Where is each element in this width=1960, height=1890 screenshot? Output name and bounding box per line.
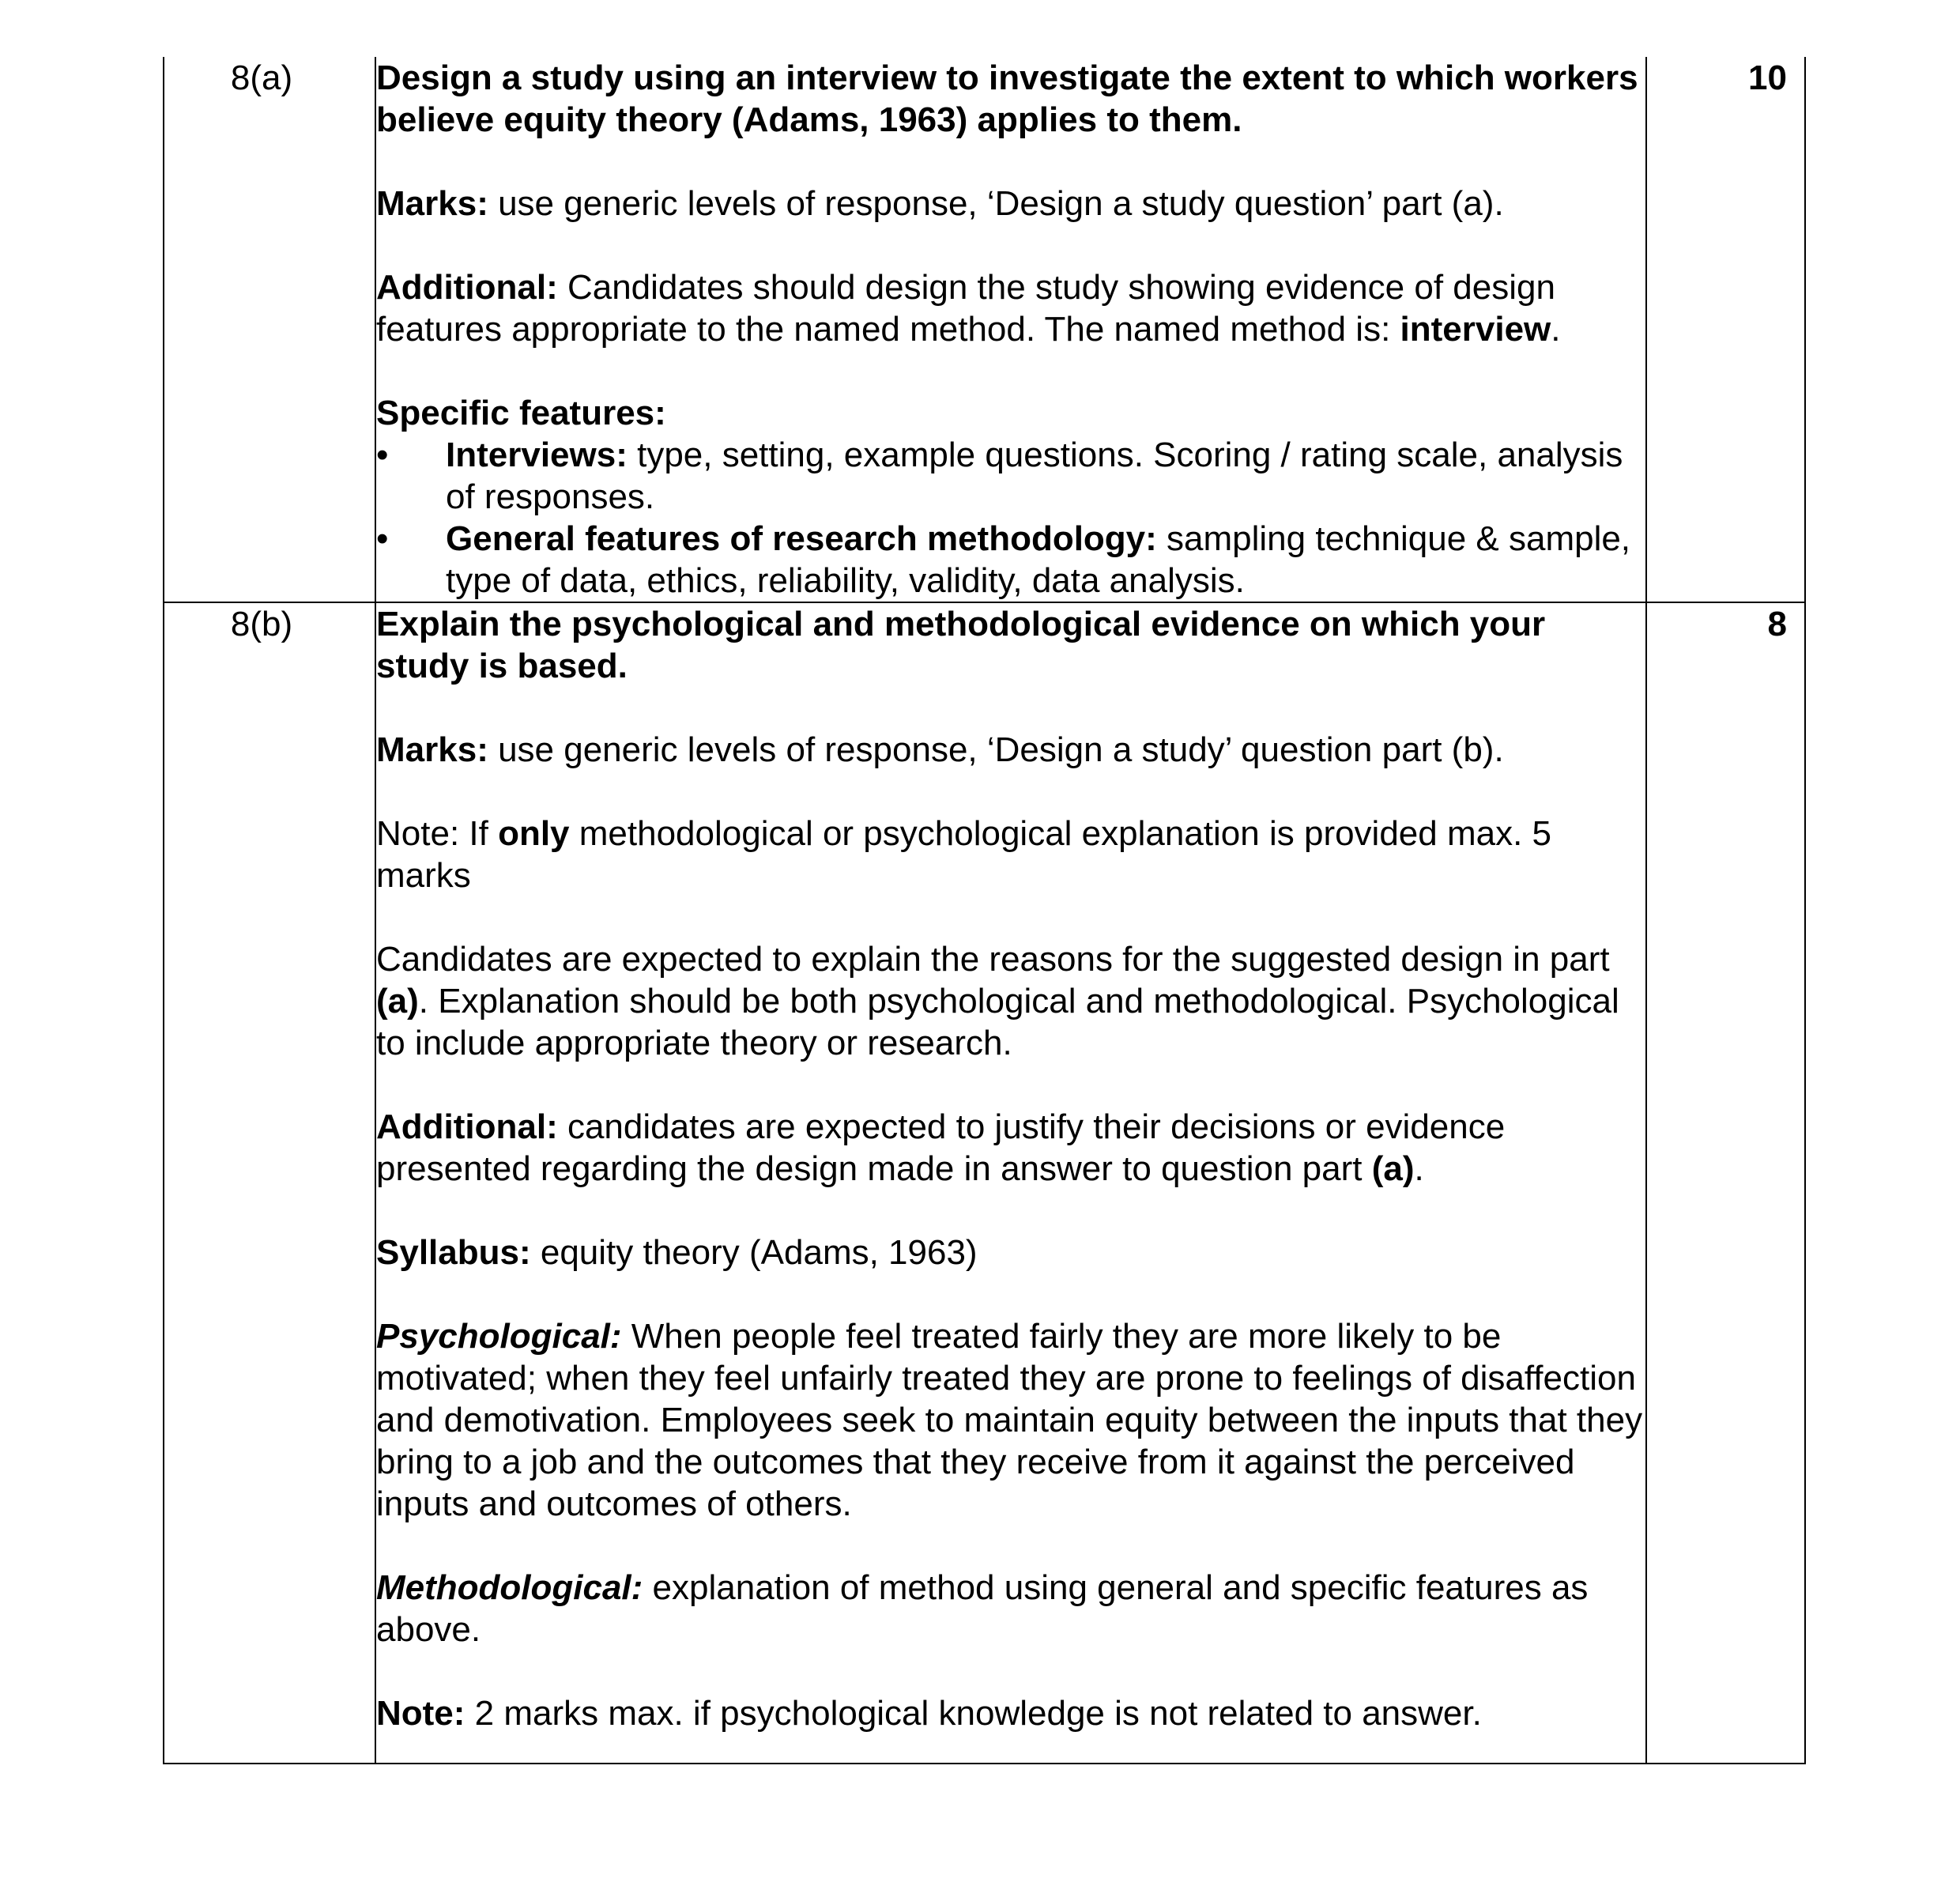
list-item — [376, 434, 1645, 518]
psychological-paragraph — [376, 1315, 1645, 1525]
additional-label: Additional: — [376, 268, 558, 307]
marks-cell — [1646, 57, 1805, 602]
additional-bold: (a) — [1371, 1149, 1415, 1188]
marks-text: use generic levels of response, ‘Design a study’ question part (b). — [488, 730, 1504, 769]
psychological-text: When people feel treated fairly they are more likely to be motivated; when they feel unfairly treated they are prone to feelings of disaffection and demotivation. Employees seek to maintain equity between the inputs that they bring to a job and the outcomes that they receive from it against the perceived inputs and outcomes of others. — [376, 1317, 1643, 1523]
marks-guidance — [376, 183, 1645, 224]
marks-label: Marks: — [376, 184, 488, 223]
methodological-label: Methodological: — [376, 1568, 643, 1607]
mark-scheme-table — [163, 57, 1806, 1764]
note-bold: only — [498, 814, 570, 853]
bullet-text: sampling technique & sample, type of data, ethics, reliability, validity, data analysis. — [446, 519, 1631, 600]
specific-features-label: Specific features: — [376, 394, 666, 432]
answer-cell — [375, 602, 1646, 1764]
question-number: 8(b) — [230, 605, 293, 643]
expectation-text — [376, 938, 1645, 1064]
additional-end: . — [1414, 1149, 1424, 1188]
additional-text: Candidates should design the study showing evidence of design features appropriate to the named method. The named method is: — [376, 268, 1555, 349]
note-pre: Note: If — [376, 814, 499, 853]
additional-text: candidates are expected to justify their decisions or evidence presented regarding the design made in answer to question part — [376, 1107, 1506, 1188]
specific-features — [376, 392, 1645, 602]
additional-guidance — [376, 1106, 1645, 1190]
marks-text: use generic levels of response, ‘Design a study question’ part (a). — [488, 184, 1504, 223]
note-label: Note: — [376, 1694, 466, 1733]
marks-cell — [1646, 602, 1805, 1764]
psychological-label: Psychological: — [376, 1317, 622, 1356]
marks-value: 10 — [1748, 58, 1787, 97]
additional-end: . — [1551, 310, 1561, 349]
table-row — [164, 57, 1805, 602]
table-row — [164, 602, 1805, 1764]
syllabus-text: equity theory (Adams, 1963) — [530, 1233, 978, 1272]
marks-label: Marks: — [376, 730, 488, 769]
marks-guidance — [376, 729, 1645, 771]
expect-post: . Explanation should be both psychological and methodological. Psychological to include appropriate theory or research. — [376, 982, 1619, 1062]
expect-pre: Candidates are expected to explain the reasons for the suggested design in part — [376, 940, 1610, 979]
additional-label: Additional: — [376, 1107, 558, 1146]
bullet-text: type, setting, example questions. Scoring / rating scale, analysis of responses. — [446, 436, 1623, 516]
expect-bold: (a) — [376, 982, 419, 1020]
features-list — [376, 434, 1645, 602]
question-heading: Design a study using an interview to investigate the extent to which workers believe equity theory (Adams, 1963) applies to them. — [376, 58, 1638, 139]
note-max-marks — [376, 813, 1645, 896]
bullet-icon: • — [376, 436, 389, 474]
syllabus-line — [376, 1232, 1645, 1273]
named-method: interview — [1400, 310, 1551, 349]
syllabus-label: Syllabus: — [376, 1233, 531, 1272]
list-item — [376, 518, 1645, 602]
bullet-icon: • — [376, 519, 389, 558]
marks-value: 8 — [1767, 605, 1787, 643]
question-number-cell — [164, 57, 375, 602]
question-number: 8(a) — [230, 58, 293, 97]
question-heading: Explain the psychological and methodological evidence on which your study is based. — [376, 605, 1546, 685]
additional-guidance — [376, 266, 1645, 350]
methodological-paragraph — [376, 1567, 1645, 1650]
note-text: 2 marks max. if psychological knowledge is not related to answer. — [465, 1694, 1482, 1733]
note-psych-knowledge — [376, 1692, 1645, 1734]
bullet-label: General features of research methodology: — [446, 519, 1157, 558]
note-post: methodological or psychological explanation is provided max. 5 marks — [376, 814, 1552, 895]
bullet-label: Interviews: — [446, 436, 628, 474]
question-number-cell — [164, 602, 375, 1764]
methodological-text: explanation of method using general and specific features as above. — [376, 1568, 1589, 1649]
answer-cell — [375, 57, 1646, 602]
